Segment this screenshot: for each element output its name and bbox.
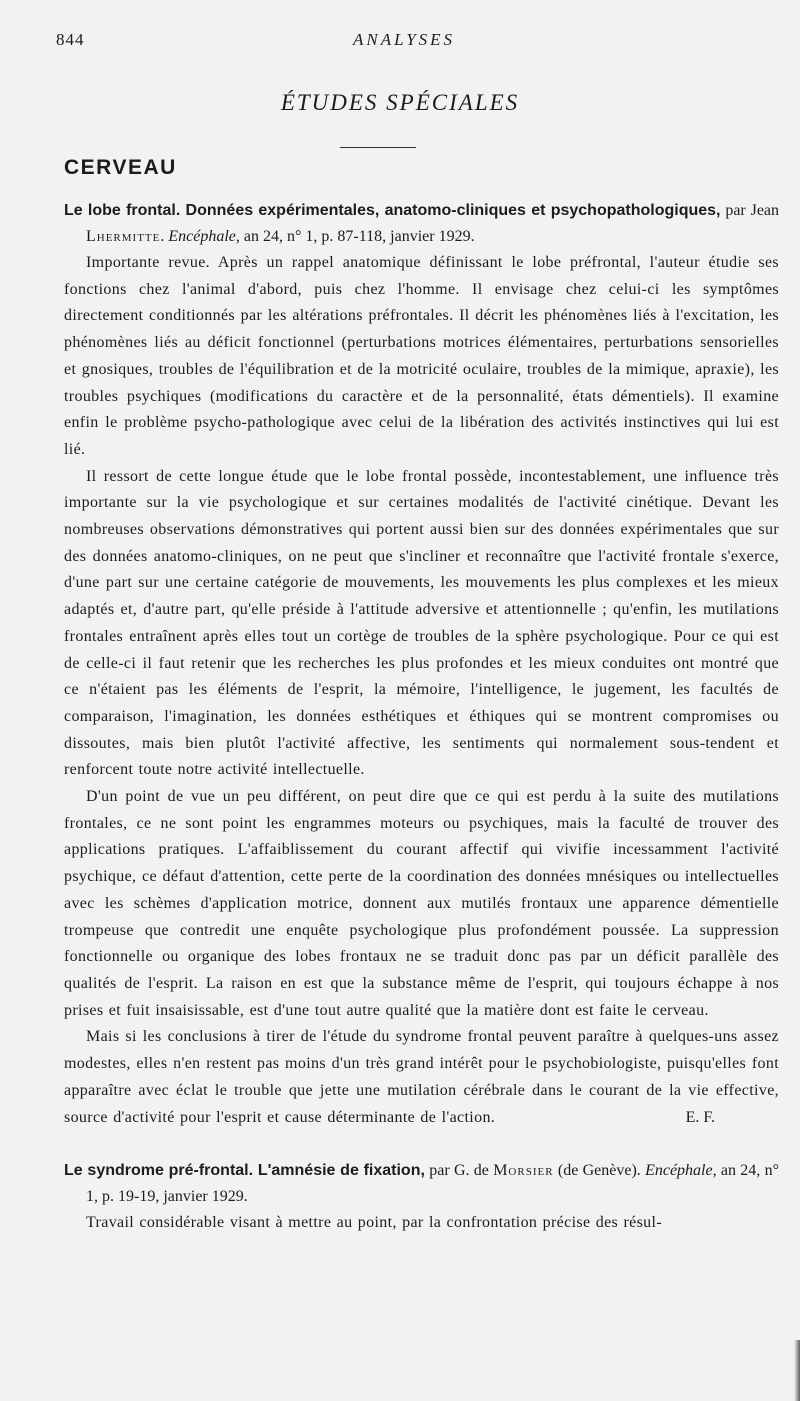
- entry1-title: Le lobe frontal. Données expérimentales, anatomo-cliniques et psychopathologiques,: [64, 202, 721, 219]
- entry1-journal: Encéphale: [168, 228, 236, 245]
- page-header: [48, 30, 760, 52]
- entry1-author-last: Lhermitte: [86, 228, 161, 245]
- title-rule: [340, 147, 416, 148]
- entry2: [64, 1158, 779, 1237]
- running-head: ANALYSES: [352, 30, 456, 49]
- entry1-heading: Le lobe frontal. Données expérimentales, anatomo-cliniques et psychopathologiques, par Jean Lhermitte. Encéphale, an 24, n° 1, p. 87-118, janvier 1929.: [64, 202, 780, 245]
- entry2-journal: Encéphale: [645, 1162, 713, 1180]
- entry2-paragraph-1: Travail considérable visant à mettre au point, par la confrontation précise des résul-: [86, 1214, 662, 1232]
- section-title: ÉTUDES SPÉCIALES: [280, 90, 520, 115]
- entry1-by: par: [725, 202, 746, 219]
- entry2-author-first: G. de: [453, 1162, 489, 1180]
- entry2-affiliation: (de Genève).: [557, 1162, 641, 1180]
- article-body: [64, 198, 779, 1237]
- category-heading: CERVEAU: [64, 156, 177, 179]
- entry1-paragraph-3: D'un point de vue un peu différent, on peut dire que ce qui est perdu à la suite des mutilations frontales, ce ne sont point les engrammes moteurs ou psychiques, mais la faculté de trouver des applications pratiques. L'affaiblissement du courant affectif qui vivifie incessamment l'activité psychique, ce défaut d'attention, cette perte de la coordination des données mnésiques ou intellectuelles avec les schèmes d'application motrice, donnent aux mutilés frontaux une apparence démentielle trompeuse que contredit une enquête psychologique plus profondément poussée. La suppression fonctionnelle ou organique des lobes frontaux ne se traduit donc pas par un déficit parallèle des qualités de l'esprit. La raison en est que la substance même de l'esprit, qui toujours échappe à nos prises et fuit insaisissable, est d'une tout autre qualité que la matière dont est faite le cerveau.: [64, 788, 779, 1019]
- entry1-author-first: Jean: [750, 202, 780, 219]
- entry1-signature: E. F.: [685, 1108, 715, 1126]
- entry2-citation: , an 24, n° 1, p. 19-19, janvier 1929.: [86, 1162, 779, 1206]
- entry1-citation: , an 24, n° 1, p. 87-118, janvier 1929.: [235, 228, 475, 245]
- entry2-author-last: Morsier: [493, 1162, 554, 1180]
- entry1-paragraph-1: Importante revue. Après un rappel anatomique définissant le lobe préfrontal, l'auteur étudie ses fonctions chez l'animal d'abord, puis chez l'homme. Il envisage chez celui-ci les symptômes directement conditionnés par les altérations préfrontales. Il décrit les phénomènes liés à l'excitation, les phénomènes liés au déficit fonctionnel (perturbations motrices élémentaires, perturbations sensorielles et gnosiques, troubles de l'équilibration et de la motricité oculaire, troubles de la mimique, apraxie), les troubles psychiques (modifications du caractère et de la personnalité, états démentiels). Il examine enfin le problème psycho-pathologique avec celui de la libération des activités instinctives qui lui est lié.: [64, 254, 779, 458]
- entry2-heading: [64, 1158, 779, 1210]
- entry1-paragraph-4: Mais si les conclusions à tirer de l'étude du syndrome frontal peuvent paraître à quelques-uns assez modestes, elles n'en restent pas moins d'un très grand intérêt pour le psychobiologiste, puisqu'elles font apparaître avec éclat le trouble que jette une mutilation cérébrale dans le courant de la vie effective, source d'activité pour l'esprit et cause déterminante de l'action.: [64, 1028, 779, 1126]
- entry2-by: par: [429, 1162, 450, 1180]
- entry1-paragraph-2: Il ressort de cette longue étude que le lobe frontal possède, incontestablement, une influence très importante sur la vie psychologique et sur certaines modalités de l'activité cinétique. Devant les nombreuses observations démonstratives qui portent aussi bien sur des données expérimentales que sur des données anatomo-cliniques, on ne peut que s'incliner et reconnaître que l'activité frontale s'exerce, d'une part sur une certaine catégorie de mouvements, les mouvements les plus complexes et les mieux adaptés et, d'autre part, qu'elle préside à l'attitude adversive et attentionnelle ; qu'enfin, les mutilations frontales entraînent après elles tout un cortège de troubles de la sphère psychologique. Pour ce qui est de celle-ci il faut retenir que les recherches les plus profondes et les mieux conduites ont montré que ce n'étaient pas les éléments de l'esprit, la mémoire, l'intelligence, le jugement, les facultés de comparaison, l'imagination, les données esthétiques et éthiques qui se montrent compromises ou dissoutes, mais bien plutôt l'activité affective, les sentiments qui normalement sous-tendent et renforcent toute notre activité intellectuelle.: [64, 467, 779, 779]
- scan-edge-shadow: [794, 1340, 800, 1401]
- entry2-title: Le syndrome pré-frontal. L'amnésie de fixation,: [64, 1162, 425, 1180]
- page-number: 844: [56, 30, 85, 49]
